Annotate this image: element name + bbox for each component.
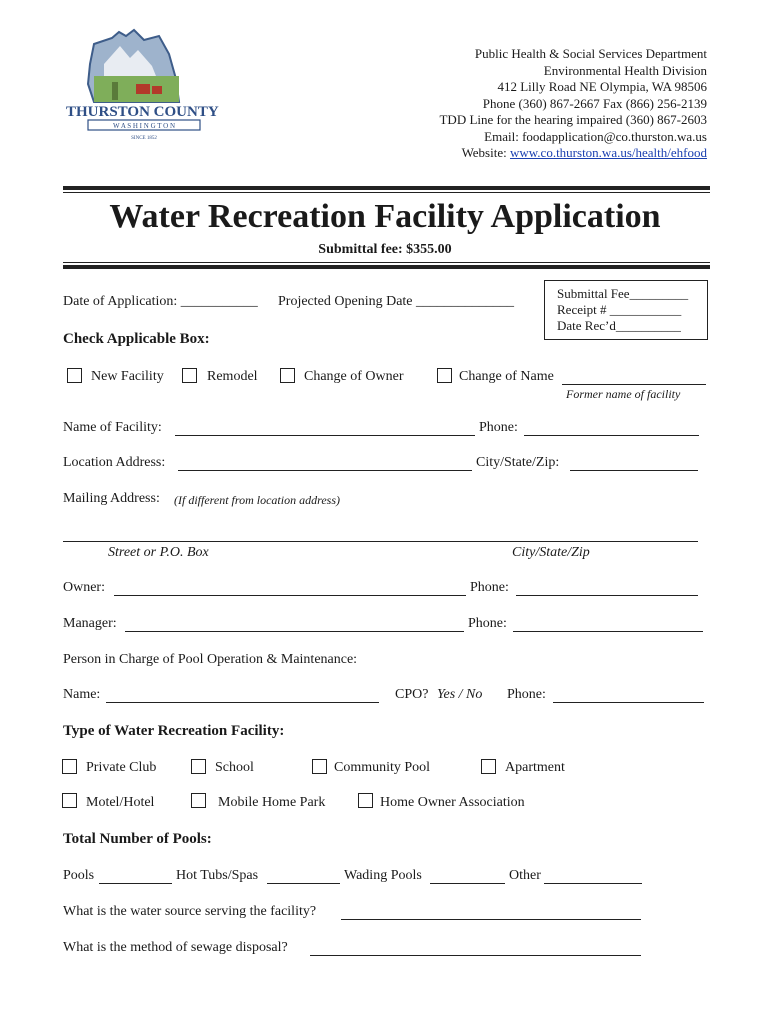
office-fee-label: Submittal Fee_________ <box>557 286 689 301</box>
other-field[interactable] <box>544 883 642 884</box>
office-date-label: Date Rec’d__________ <box>557 318 681 333</box>
change-of-owner-checkbox[interactable] <box>280 368 295 383</box>
location-address-field[interactable] <box>178 470 472 471</box>
website-prefix: Website: <box>461 145 510 160</box>
new-facility-label: New Facility <box>91 369 164 384</box>
logo-text-main: THURSTON COUNTY <box>66 104 219 120</box>
other-label: Other <box>509 868 541 883</box>
department-address: 412 Lilly Road NE Olympia, WA 98506 <box>497 79 707 94</box>
mobile-home-park-checkbox[interactable] <box>191 793 206 808</box>
mailing-address-note: (If different from location address) <box>174 493 340 507</box>
community-pool-label: Community Pool <box>334 760 431 775</box>
department-contact-block <box>439 46 707 162</box>
mailing-address-field[interactable] <box>63 541 698 542</box>
new-facility-checkbox[interactable] <box>67 368 82 383</box>
email: Email: foodapplication@co.thurston.wa.us <box>484 128 707 144</box>
pic-phone-field[interactable] <box>553 702 704 703</box>
wading-pools-label: Wading Pools <box>344 868 422 883</box>
title-rule-thin <box>63 262 710 263</box>
apartment-label: Apartment <box>505 760 565 775</box>
owner-label: Owner: <box>63 580 105 595</box>
header-rule-top <box>63 186 710 190</box>
mailing-city-hint: City/State/Zip <box>512 545 590 560</box>
facility-phone-field[interactable] <box>524 435 699 436</box>
former-name-hint: Former name of facility <box>566 387 681 401</box>
wading-pools-field[interactable] <box>430 883 505 884</box>
hot-tubs-field[interactable] <box>267 883 340 884</box>
person-in-charge-label: Person in Charge of Pool Operation & Maintenance: <box>63 652 358 667</box>
division-name: Environmental Health Division <box>543 62 707 78</box>
change-of-name-checkbox[interactable] <box>437 368 452 383</box>
pic-name-label: Name: <box>63 687 101 702</box>
owner-phone-label: Phone: <box>470 580 509 595</box>
water-source-label: What is the water source serving the facility? <box>63 904 317 919</box>
cpo-label: CPO? <box>395 687 429 702</box>
private-club-checkbox[interactable] <box>62 759 77 774</box>
cpo-options[interactable]: Yes / No <box>437 687 483 702</box>
facility-type-heading: Type of Water Recreation Facility: <box>63 723 285 739</box>
facility-name-label: Name of Facility: <box>63 420 162 435</box>
remodel-checkbox[interactable] <box>182 368 197 383</box>
remodel-label: Remodel <box>207 369 258 384</box>
owner-phone-field[interactable] <box>516 595 698 596</box>
manager-phone-field[interactable] <box>513 631 703 632</box>
header-rule-top-thin <box>63 192 710 193</box>
logo-text-sub: W A S H I N G T O N <box>112 122 176 130</box>
school-checkbox[interactable] <box>191 759 206 774</box>
check-box-heading: Check Applicable Box: <box>63 331 210 347</box>
manager-phone-label: Phone: <box>468 616 507 631</box>
school-label: School <box>215 760 254 775</box>
hot-tubs-label: Hot Tubs/Spas <box>176 868 259 883</box>
home-owner-association-checkbox[interactable] <box>358 793 373 808</box>
water-source-field[interactable] <box>341 919 641 920</box>
pools-field[interactable] <box>99 883 172 884</box>
projected-opening-date[interactable]: Projected Opening Date ______________ <box>278 294 515 309</box>
title-rule-thick <box>63 265 710 269</box>
private-club-label: Private Club <box>86 760 157 775</box>
motel-hotel-checkbox[interactable] <box>62 793 77 808</box>
owner-field[interactable] <box>114 595 466 596</box>
website-link[interactable]: www.co.thurston.wa.us/health/ehfood <box>509 145 707 160</box>
street-hint: Street or P.O. Box <box>108 545 209 560</box>
facility-phone-label: Phone: <box>479 420 518 435</box>
former-name-field[interactable] <box>562 384 706 385</box>
location-address-label: Location Address: <box>63 455 166 470</box>
sewage-field[interactable] <box>310 955 641 956</box>
manager-label: Manager: <box>63 616 117 631</box>
sewage-label: What is the method of sewage disposal? <box>63 940 288 955</box>
location-city-field[interactable] <box>570 470 698 471</box>
logo-text-since: SINCE 1852 <box>131 136 157 141</box>
pic-name-field[interactable] <box>106 702 379 703</box>
motel-hotel-label: Motel/Hotel <box>86 795 155 810</box>
thurston-county-logo <box>64 24 226 144</box>
facility-name-field[interactable] <box>175 435 475 436</box>
community-pool-checkbox[interactable] <box>312 759 327 774</box>
logo-graphic <box>64 24 226 144</box>
change-of-owner-label: Change of Owner <box>304 369 404 384</box>
home-owner-association-label: Home Owner Association <box>380 795 525 810</box>
apartment-checkbox[interactable] <box>481 759 496 774</box>
mobile-home-park-label: Mobile Home Park <box>218 795 326 810</box>
tdd-line: TDD Line for the hearing impaired (360) 867-2603 <box>439 112 707 127</box>
pic-phone-label: Phone: <box>507 687 546 702</box>
change-of-name-label: Change of Name <box>459 369 554 384</box>
submittal-fee: Submittal fee: $355.00 <box>318 242 452 257</box>
manager-field[interactable] <box>125 631 464 632</box>
location-city-label: City/State/Zip: <box>476 455 560 470</box>
date-of-application[interactable]: Date of Application: ___________ <box>63 294 258 309</box>
mailing-address-label: Mailing Address: <box>63 491 160 506</box>
form-title: Water Recreation Facility Application <box>109 198 661 235</box>
office-use-box <box>544 280 708 340</box>
pools-label: Pools <box>63 868 95 883</box>
office-receipt-label: Receipt # ___________ <box>557 302 682 317</box>
total-pools-heading: Total Number of Pools: <box>63 831 212 847</box>
department-name: Public Health & Social Services Department <box>474 46 707 61</box>
phone-fax: Phone (360) 867-2667 Fax (866) 256-2139 <box>482 95 707 111</box>
website <box>439 145 707 162</box>
